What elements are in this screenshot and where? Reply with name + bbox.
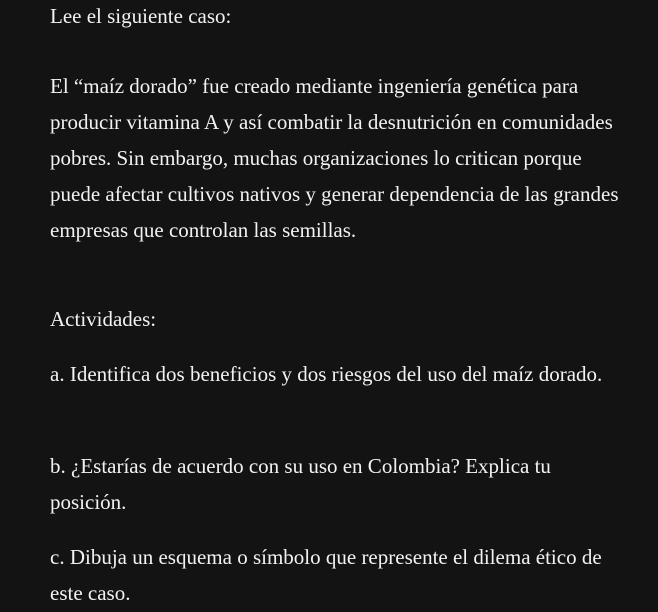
case-paragraph: El “maíz dorado” fue creado mediante ingeniería genética para producir vitamina A y así combatir la desnutrición en comunidades pobres. Sin embargo, muchas organizaciones lo critican porque puede afectar cultivos nativos y generar dependencia de las grandes empresas que controlan las semillas. xyxy=(50,74,619,242)
activities-heading: Actividades: xyxy=(50,307,157,331)
activity-item-c: c. Dibuja un esquema o símbolo que represente el dilema ético de este caso. xyxy=(50,545,602,605)
activity-item-a: a. Identifica dos beneficios y dos riesgos del uso del maíz dorado. xyxy=(50,362,603,386)
intro-text: Lee el siguiente caso: xyxy=(50,4,232,28)
activity-item-b: b. ¿Estarías de acuerdo con su uso en Colombia? Explica tu posición. xyxy=(50,454,551,514)
